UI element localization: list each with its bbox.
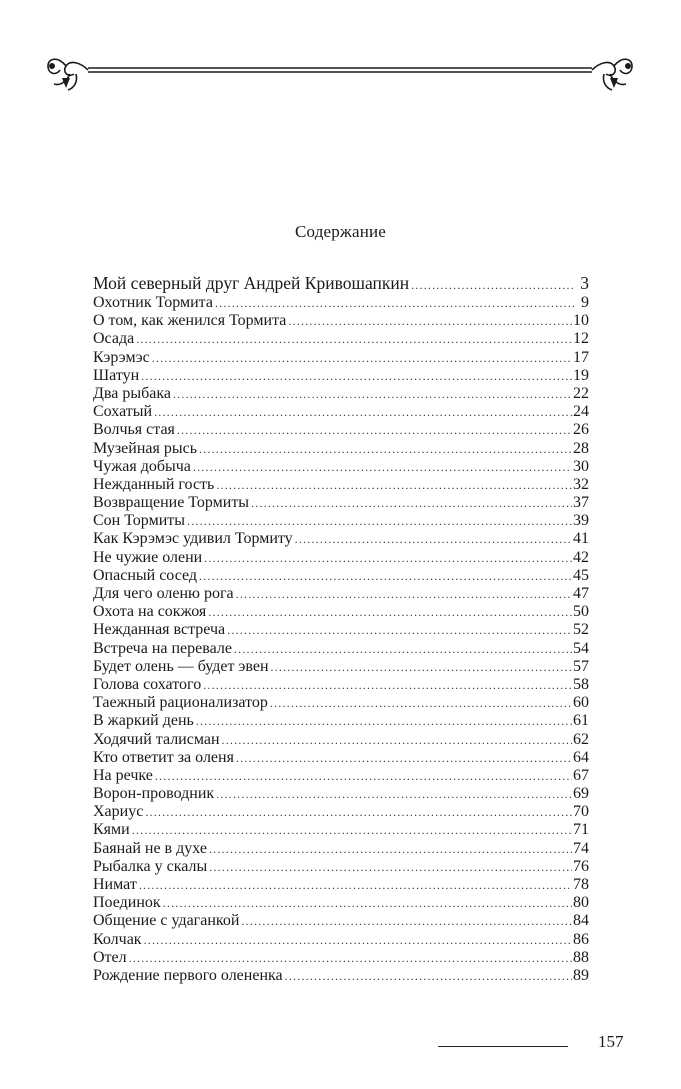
toc-entry-title: Нимат — [93, 876, 137, 893]
toc-dot-leader — [132, 821, 572, 839]
toc-entry-page: 54 — [573, 639, 589, 657]
toc-entry — [93, 512, 589, 530]
toc-entry — [93, 272, 589, 294]
toc-entry-title: Опасный сосед — [93, 566, 198, 584]
toc-entry — [93, 840, 589, 858]
toc-dot-leader — [154, 403, 572, 421]
toc-entry — [93, 330, 589, 348]
toc-entry — [93, 549, 589, 567]
toc-entry-title: Два рыбака — [93, 384, 171, 402]
toc-dot-leader — [236, 749, 572, 767]
toc-entry-page: 30 — [573, 457, 589, 475]
footer-rule — [438, 1046, 568, 1047]
toc-dot-leader — [204, 549, 572, 567]
toc-entry-page: 19 — [573, 366, 589, 384]
toc-entry — [93, 894, 589, 912]
toc-entry — [93, 821, 589, 839]
header-ornament — [40, 48, 640, 98]
toc-entry-page: 26 — [573, 421, 589, 439]
toc-dot-leader — [152, 349, 572, 367]
toc-entry — [93, 294, 589, 312]
toc-entry — [93, 749, 589, 767]
toc-entry — [93, 494, 589, 512]
toc-entry-page: 70 — [573, 803, 589, 821]
toc-dot-leader — [271, 658, 573, 676]
toc-entry-title: Хариус — [93, 803, 144, 821]
toc-dot-leader — [236, 585, 572, 603]
toc-entry — [93, 530, 589, 548]
toc-entry-page: 86 — [573, 930, 589, 948]
toc-entry-title: Чужая добыча — [93, 457, 191, 475]
toc-entry-page: 17 — [573, 348, 589, 366]
toc-entry-title: Рождение первого олененка — [93, 966, 283, 984]
toc-entry-page: 76 — [573, 857, 589, 875]
toc-dot-leader — [209, 840, 572, 858]
toc-entry-title: Рыбалка у скалы — [93, 857, 208, 875]
toc-dot-leader — [209, 858, 572, 876]
toc-entry-title: Мой северный друг Андрей Кривошапкин — [93, 273, 410, 293]
toc-entry-page: 39 — [573, 512, 589, 530]
toc-entry-page: 24 — [573, 403, 589, 421]
toc-entry-page: 12 — [573, 330, 589, 348]
toc-entry — [93, 876, 589, 894]
toc-entry-page: 74 — [573, 839, 589, 857]
toc-dot-leader — [145, 803, 572, 821]
toc-entry-title: Музейная рысь — [93, 439, 197, 457]
toc-dot-leader — [177, 421, 572, 439]
toc-entry — [93, 349, 589, 367]
toc-entry-title: Нежданная встреча — [93, 621, 226, 639]
toc-entry — [93, 731, 589, 749]
toc-dot-leader — [173, 385, 572, 403]
toc-entry — [93, 912, 589, 930]
toc-entry-title: Колчак — [93, 930, 142, 948]
toc-dot-leader — [163, 894, 572, 912]
toc-dot-leader — [251, 494, 572, 512]
toc-dot-leader — [129, 949, 572, 967]
toc-entry — [93, 476, 589, 494]
toc-entry-page: 52 — [573, 621, 589, 639]
toc-entry-page: 62 — [573, 730, 589, 748]
toc-entry-title: Общение с удаганкой — [93, 912, 240, 930]
toc-entry-page: 61 — [573, 712, 589, 730]
toc-dot-leader — [136, 330, 572, 348]
toc-entry-title: Ходячий талисман — [93, 730, 220, 748]
page-number: 157 — [598, 1032, 624, 1051]
toc-dot-leader — [208, 603, 572, 621]
toc-dot-leader — [216, 476, 572, 494]
page-title: Содержание — [294, 222, 387, 241]
toc-entry-title: Нежданный гость — [93, 475, 215, 493]
toc-dot-leader — [196, 712, 572, 730]
toc-dot-leader — [199, 567, 572, 585]
toc-entry-title: Голова сохатого — [93, 675, 202, 693]
toc-entry-page: 88 — [573, 948, 589, 966]
toc-entry-page: 9 — [581, 294, 589, 311]
toc-entry-page: 45 — [573, 566, 589, 584]
toc-entry — [93, 931, 589, 949]
toc-entry — [93, 658, 589, 676]
toc-entry-title: Охотник Тормита — [93, 294, 213, 311]
toc-dot-leader — [155, 767, 572, 785]
toc-entry-title: Шатун — [93, 366, 140, 384]
toc-entry-page: 47 — [573, 585, 589, 602]
toc-entry-page: 60 — [573, 694, 589, 712]
toc-entry-title: Сохатый — [93, 403, 153, 421]
toc-dot-leader — [216, 785, 572, 803]
toc-dot-leader — [139, 876, 572, 894]
toc-entry-title: Для чего оленю рога — [93, 585, 234, 602]
toc-entry — [93, 440, 589, 458]
toc-entry — [93, 949, 589, 967]
toc-entry-title: Как Кэрэмэс удивил Тормиту — [93, 530, 293, 548]
toc-entry-title: Кэрэмэс — [93, 348, 150, 366]
toc-dot-leader — [215, 294, 574, 312]
toc-entry — [93, 312, 589, 330]
toc-entry — [93, 785, 589, 803]
toc-entry-page: 3 — [580, 273, 589, 293]
toc-entry-page: 10 — [573, 312, 589, 330]
toc-dot-leader — [234, 640, 572, 658]
toc-entry-page: 80 — [573, 894, 589, 912]
toc-entry-title: О том, как женился Тормита — [93, 312, 287, 330]
toc-dot-leader — [203, 676, 572, 694]
toc-entry — [93, 767, 589, 785]
toc-entry-title: Поединок — [93, 894, 161, 912]
toc-entry-page: 41 — [573, 530, 589, 548]
toc-entry — [93, 676, 589, 694]
toc-dot-leader — [193, 458, 572, 476]
toc-entry-title: В жаркий день — [93, 712, 194, 730]
toc-entry — [93, 603, 589, 621]
toc-entry-title: Волчья стая — [93, 421, 175, 439]
toc-dot-leader — [144, 931, 572, 949]
toc-entry-page: 57 — [573, 657, 589, 675]
toc-entry — [93, 712, 589, 730]
toc-dot-leader — [411, 274, 574, 296]
toc-entry-title: Охота на сокжоя — [93, 603, 207, 621]
toc-entry-page: 50 — [573, 603, 589, 621]
toc-entry-title: Будет олень — будет эвен — [93, 657, 269, 675]
toc-entry — [93, 367, 589, 385]
toc-dot-leader — [199, 440, 572, 458]
toc-entry-title: Не чужие олени — [93, 548, 203, 566]
toc-entry — [93, 858, 589, 876]
toc-entry-title: Отел — [93, 948, 127, 966]
toc-entry-page: 69 — [573, 785, 589, 803]
toc-entry-title: Баянай не в духе — [93, 839, 207, 857]
toc-entry — [93, 585, 589, 603]
toc-entry-title: На речке — [93, 766, 153, 784]
toc-entry-title: Ворон-проводник — [93, 785, 215, 803]
toc-entry-title: Кто ответит за оленя — [93, 748, 234, 766]
toc-entry — [93, 567, 589, 585]
toc-dot-leader — [288, 312, 572, 330]
toc-entry-page: 84 — [573, 912, 589, 930]
toc-dot-leader — [141, 367, 572, 385]
toc-entry-title: Встреча на перевале — [93, 639, 232, 657]
toc-entry — [93, 403, 589, 421]
toc-entry-page: 58 — [573, 675, 589, 693]
toc-entry-page: 22 — [573, 384, 589, 402]
toc-entry-page: 28 — [573, 439, 589, 457]
toc-entry-page: 32 — [573, 475, 589, 493]
toc-entry-page: 67 — [573, 766, 589, 784]
toc-entry-title: Таежный рационализатор — [93, 694, 268, 712]
toc-entry-page: 78 — [573, 876, 589, 893]
toc-entry — [93, 421, 589, 439]
toc-entry-title: Возвращение Тормиты — [93, 494, 250, 512]
toc-entry — [93, 458, 589, 476]
toc-dot-leader — [295, 530, 572, 548]
toc-entry — [93, 385, 589, 403]
toc-entry-title: Осада — [93, 330, 135, 348]
toc-dot-leader — [227, 621, 572, 639]
toc-entry-page: 71 — [573, 821, 589, 839]
toc-dot-leader — [241, 912, 572, 930]
toc-entry — [93, 640, 589, 658]
toc-entry-page: 89 — [573, 966, 589, 984]
toc-entry — [93, 694, 589, 712]
toc-entry-page: 37 — [573, 494, 589, 512]
toc-entry-title: Сон Тормиты — [93, 512, 185, 530]
toc-entry-page: 64 — [573, 748, 589, 766]
toc-entry — [93, 621, 589, 639]
toc-entry — [93, 967, 589, 985]
toc-dot-leader — [187, 512, 572, 530]
toc-entry-title: Кями — [93, 821, 130, 839]
toc-entry-page: 42 — [573, 548, 589, 566]
toc-dot-leader — [222, 731, 572, 749]
table-of-contents — [93, 272, 589, 985]
toc-dot-leader — [285, 967, 572, 985]
toc-entry — [93, 803, 589, 821]
toc-dot-leader — [270, 694, 572, 712]
